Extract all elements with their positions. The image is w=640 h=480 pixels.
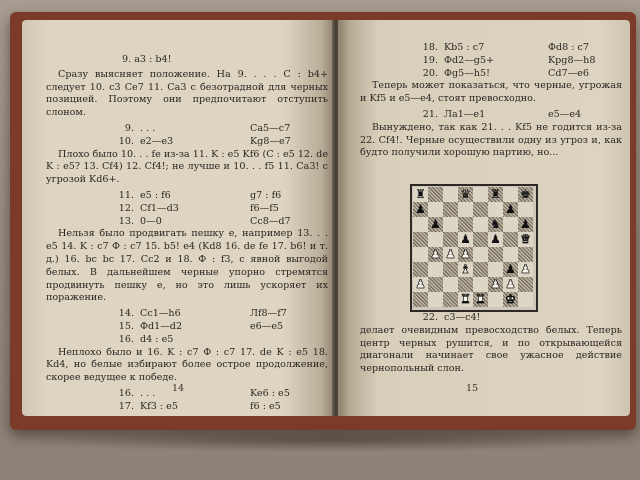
board-square [458, 232, 473, 247]
white-move: . . . [140, 122, 156, 134]
board-square [488, 247, 503, 262]
white-rook-icon: ♜ [475, 292, 486, 306]
white-move: e2—e3 [140, 135, 174, 147]
move-list [46, 308, 328, 346]
white-pawn-icon: ♟ [520, 262, 531, 276]
white-move: d4 : e5 [140, 333, 174, 345]
move-row [360, 109, 622, 122]
black-move: Ca5—c7 [250, 122, 291, 134]
white-move: . . . [140, 387, 156, 399]
black-move: Фd8 : c7 [548, 42, 590, 53]
white-move: Cc1—h6 [140, 308, 181, 320]
move-number: 20. [422, 67, 438, 79]
paragraph: Нельзя было продвигать пешку e, например 13. . . e5 14. K : c7 Ф : c7 15. b5! e4 (Kd8 16. de fe 17. b6! и т. д.) 16. bc bc 17. Cc2 и 18. Ф : f3, с явной выгодой белых. В дальнейшем черные упорно стремятся продвинуть пешку e, но это лишь ускоряет их поражение. [46, 228, 328, 304]
paragraph: Неплохо было и 16. K : c7 Ф : c7 17. de K : e5 18. Kd4, но белые избирают более острое продолжение, скорее ведущее к победе. [46, 346, 328, 384]
board-square [428, 202, 443, 217]
move-row [46, 190, 328, 203]
move-number: 21. [422, 108, 438, 120]
left-page [22, 20, 334, 416]
black-pawn-icon: ♟ [520, 217, 531, 231]
board-square [473, 262, 488, 277]
board-square [503, 247, 518, 262]
board-square [443, 262, 458, 277]
move-number: 18. [422, 42, 438, 53]
board-square [503, 202, 518, 217]
black-move: Лf8—f7 [250, 308, 287, 320]
board-square [473, 232, 488, 247]
board-square [518, 292, 533, 307]
white-move: 0—0 [140, 215, 162, 227]
board-square [458, 202, 473, 217]
move-row [46, 334, 328, 347]
board-square [443, 277, 458, 292]
paragraph: Вынуждено, так как 21. . . Kf5 не годится из-за 22. Cf4!. Черные осуществили одну из угроз и, как будто получили хорошую партию, но... [360, 121, 622, 159]
left-page-text [46, 54, 328, 414]
move-row [46, 308, 328, 321]
move-row [46, 388, 328, 401]
board-square [488, 232, 503, 247]
move-row [46, 123, 328, 136]
paragraph: Сразу выясняет положение. На 9. . . . С : b4+ следует 10. c3 Се7 11. Са3 с безотрадной для черных позицией. Поэтому они предпочитают отступить слоном. [46, 68, 328, 119]
black-move: e5—e4 [548, 108, 582, 120]
black-move: Ke6 : e5 [250, 387, 290, 399]
chess-board [413, 187, 535, 307]
board-square [413, 247, 428, 262]
white-move: Kf3 : e5 [140, 400, 178, 412]
black-rook-icon: ♜ [490, 187, 501, 201]
board-square [428, 187, 443, 202]
white-move: e5 : f6 [140, 189, 171, 201]
white-pawn-icon: ♟ [445, 247, 456, 261]
white-move: Фd1—d2 [140, 320, 183, 332]
board-square [458, 217, 473, 232]
move-list [46, 123, 328, 149]
black-knight-icon: ♞ [490, 217, 501, 231]
right-page-text [360, 42, 622, 163]
board-square [518, 247, 533, 262]
board-square [443, 187, 458, 202]
move-number: 13. [118, 215, 134, 227]
board-square [518, 187, 533, 202]
white-move: Kb5 : c7 [444, 42, 485, 53]
move-number: 17. [118, 400, 134, 412]
black-move: f6—f5 [250, 202, 279, 214]
move-number: 12. [118, 202, 134, 214]
white-move: c3—c4! [444, 312, 481, 323]
board-square [458, 187, 473, 202]
move-number: 16. [118, 333, 134, 345]
black-pawn-icon: ♟ [415, 202, 426, 216]
white-pawn-icon: ♟ [415, 277, 426, 291]
black-rook-icon: ♜ [415, 187, 426, 201]
white-move: Cf1—d3 [140, 202, 179, 214]
board-square [428, 277, 443, 292]
black-move [250, 334, 334, 347]
board-square [473, 202, 488, 217]
board-square [488, 187, 503, 202]
move-number: 10. [118, 135, 134, 147]
board-square [488, 217, 503, 232]
black-pawn-icon: ♟ [490, 232, 501, 246]
right-page-text-lower [360, 312, 622, 379]
white-move: Лa1—e1 [444, 108, 486, 120]
white-pawn-icon: ♟ [505, 277, 516, 291]
board-square [503, 217, 518, 232]
paragraph: делает очевидным превосходство белых. Теперь центр черных рушится, и по открывающейся диагонали начинает свое ужасное действие чернопольный слон. [360, 324, 622, 375]
move-row [360, 55, 622, 68]
black-move: Cd7—e6 [548, 67, 589, 79]
move-list [360, 312, 622, 325]
board-square [473, 187, 488, 202]
board-square [488, 292, 503, 307]
board-square [518, 202, 533, 217]
board-square [503, 232, 518, 247]
board-square [413, 262, 428, 277]
move-number: 22. [422, 312, 438, 323]
board-square [503, 277, 518, 292]
move-number: 16. [118, 387, 134, 399]
black-pawn-icon: ♟ [505, 262, 516, 276]
move-number: 14. [118, 308, 134, 320]
board-square [488, 262, 503, 277]
move-row [360, 68, 622, 81]
white-king-icon: ♚ [505, 292, 516, 306]
move-row [46, 321, 328, 334]
move-number: 15. [118, 320, 134, 332]
move-list [360, 42, 622, 80]
black-move: Kg8—e7 [250, 135, 291, 147]
board-square [473, 277, 488, 292]
move-list [360, 109, 622, 122]
move-number: 19. [422, 54, 438, 66]
black-pawn-icon: ♟ [430, 217, 441, 231]
board-square [518, 217, 533, 232]
white-pawn-icon: ♟ [430, 247, 441, 261]
board-square [413, 187, 428, 202]
paragraph: Плохо было 10. . . fe из-за 11. K : e5 Kf6 (C : e5 12. de K : e5? 13. Cf4) 12. Cf4!; не лучше и 10. . . f5 11. Ca3! с угрозой Kd6+. [46, 148, 328, 186]
move-row [46, 401, 328, 414]
black-move: g7 : f6 [250, 189, 282, 201]
board-square [503, 262, 518, 277]
board-square [428, 232, 443, 247]
right-page [338, 20, 630, 416]
black-move: e6—e5 [250, 320, 284, 332]
board-square [443, 247, 458, 262]
white-queen-icon: ♛ [520, 232, 531, 246]
black-move: Cc8—d7 [250, 215, 291, 227]
board-square [458, 277, 473, 292]
board-square [413, 292, 428, 307]
white-pawn-icon: ♟ [490, 277, 501, 291]
board-square [503, 292, 518, 307]
book-shadow [30, 428, 630, 452]
board-square [473, 217, 488, 232]
board-square [443, 217, 458, 232]
board-square [413, 217, 428, 232]
board-square [443, 232, 458, 247]
board-square [518, 232, 533, 247]
move-row [46, 203, 328, 216]
page-number: 15 [466, 383, 479, 395]
move-row [46, 136, 328, 149]
board-square [428, 217, 443, 232]
board-square [458, 262, 473, 277]
move-row [46, 216, 328, 229]
white-move: Фd2—g5+ [444, 54, 495, 66]
board-square [458, 292, 473, 307]
board-square [518, 262, 533, 277]
page-number: 14 [172, 383, 185, 395]
board-square [428, 292, 443, 307]
white-rook-icon: ♜ [460, 292, 471, 306]
move-number: 9. [124, 122, 134, 134]
white-pawn-icon: ♟ [460, 247, 471, 261]
board-square [443, 292, 458, 307]
chess-diagram [410, 184, 538, 312]
black-move: Kpg8—h8 [548, 54, 596, 66]
black-pawn-icon: ♟ [460, 232, 471, 246]
header-move: 9. a3 : b4! [122, 54, 172, 65]
board-square [428, 262, 443, 277]
board-square [518, 277, 533, 292]
board-square [458, 247, 473, 262]
paragraph: Теперь может показаться, что черные, угрожая и Kf5 и e5—e4, стоят превосходно. [360, 80, 622, 105]
white-bishop-icon: ♝ [460, 262, 471, 276]
board-square [428, 247, 443, 262]
move-number: 11. [118, 189, 134, 201]
board-square [413, 277, 428, 292]
black-queen-icon: ♛ [460, 187, 471, 201]
board-square [443, 202, 458, 217]
board-square [503, 187, 518, 202]
move-list [46, 190, 328, 228]
board-square [413, 202, 428, 217]
move-row [360, 312, 622, 325]
black-king-icon: ♚ [520, 187, 531, 201]
black-move: f6 : e5 [250, 400, 281, 412]
board-square [473, 247, 488, 262]
move-list [46, 388, 328, 414]
board-square [413, 232, 428, 247]
move-row [360, 42, 622, 55]
black-pawn-icon: ♟ [505, 202, 516, 216]
white-move: Фg5—h5! [444, 67, 490, 79]
black-move [548, 312, 630, 325]
board-square [488, 277, 503, 292]
board-square [473, 292, 488, 307]
board-square [488, 202, 503, 217]
